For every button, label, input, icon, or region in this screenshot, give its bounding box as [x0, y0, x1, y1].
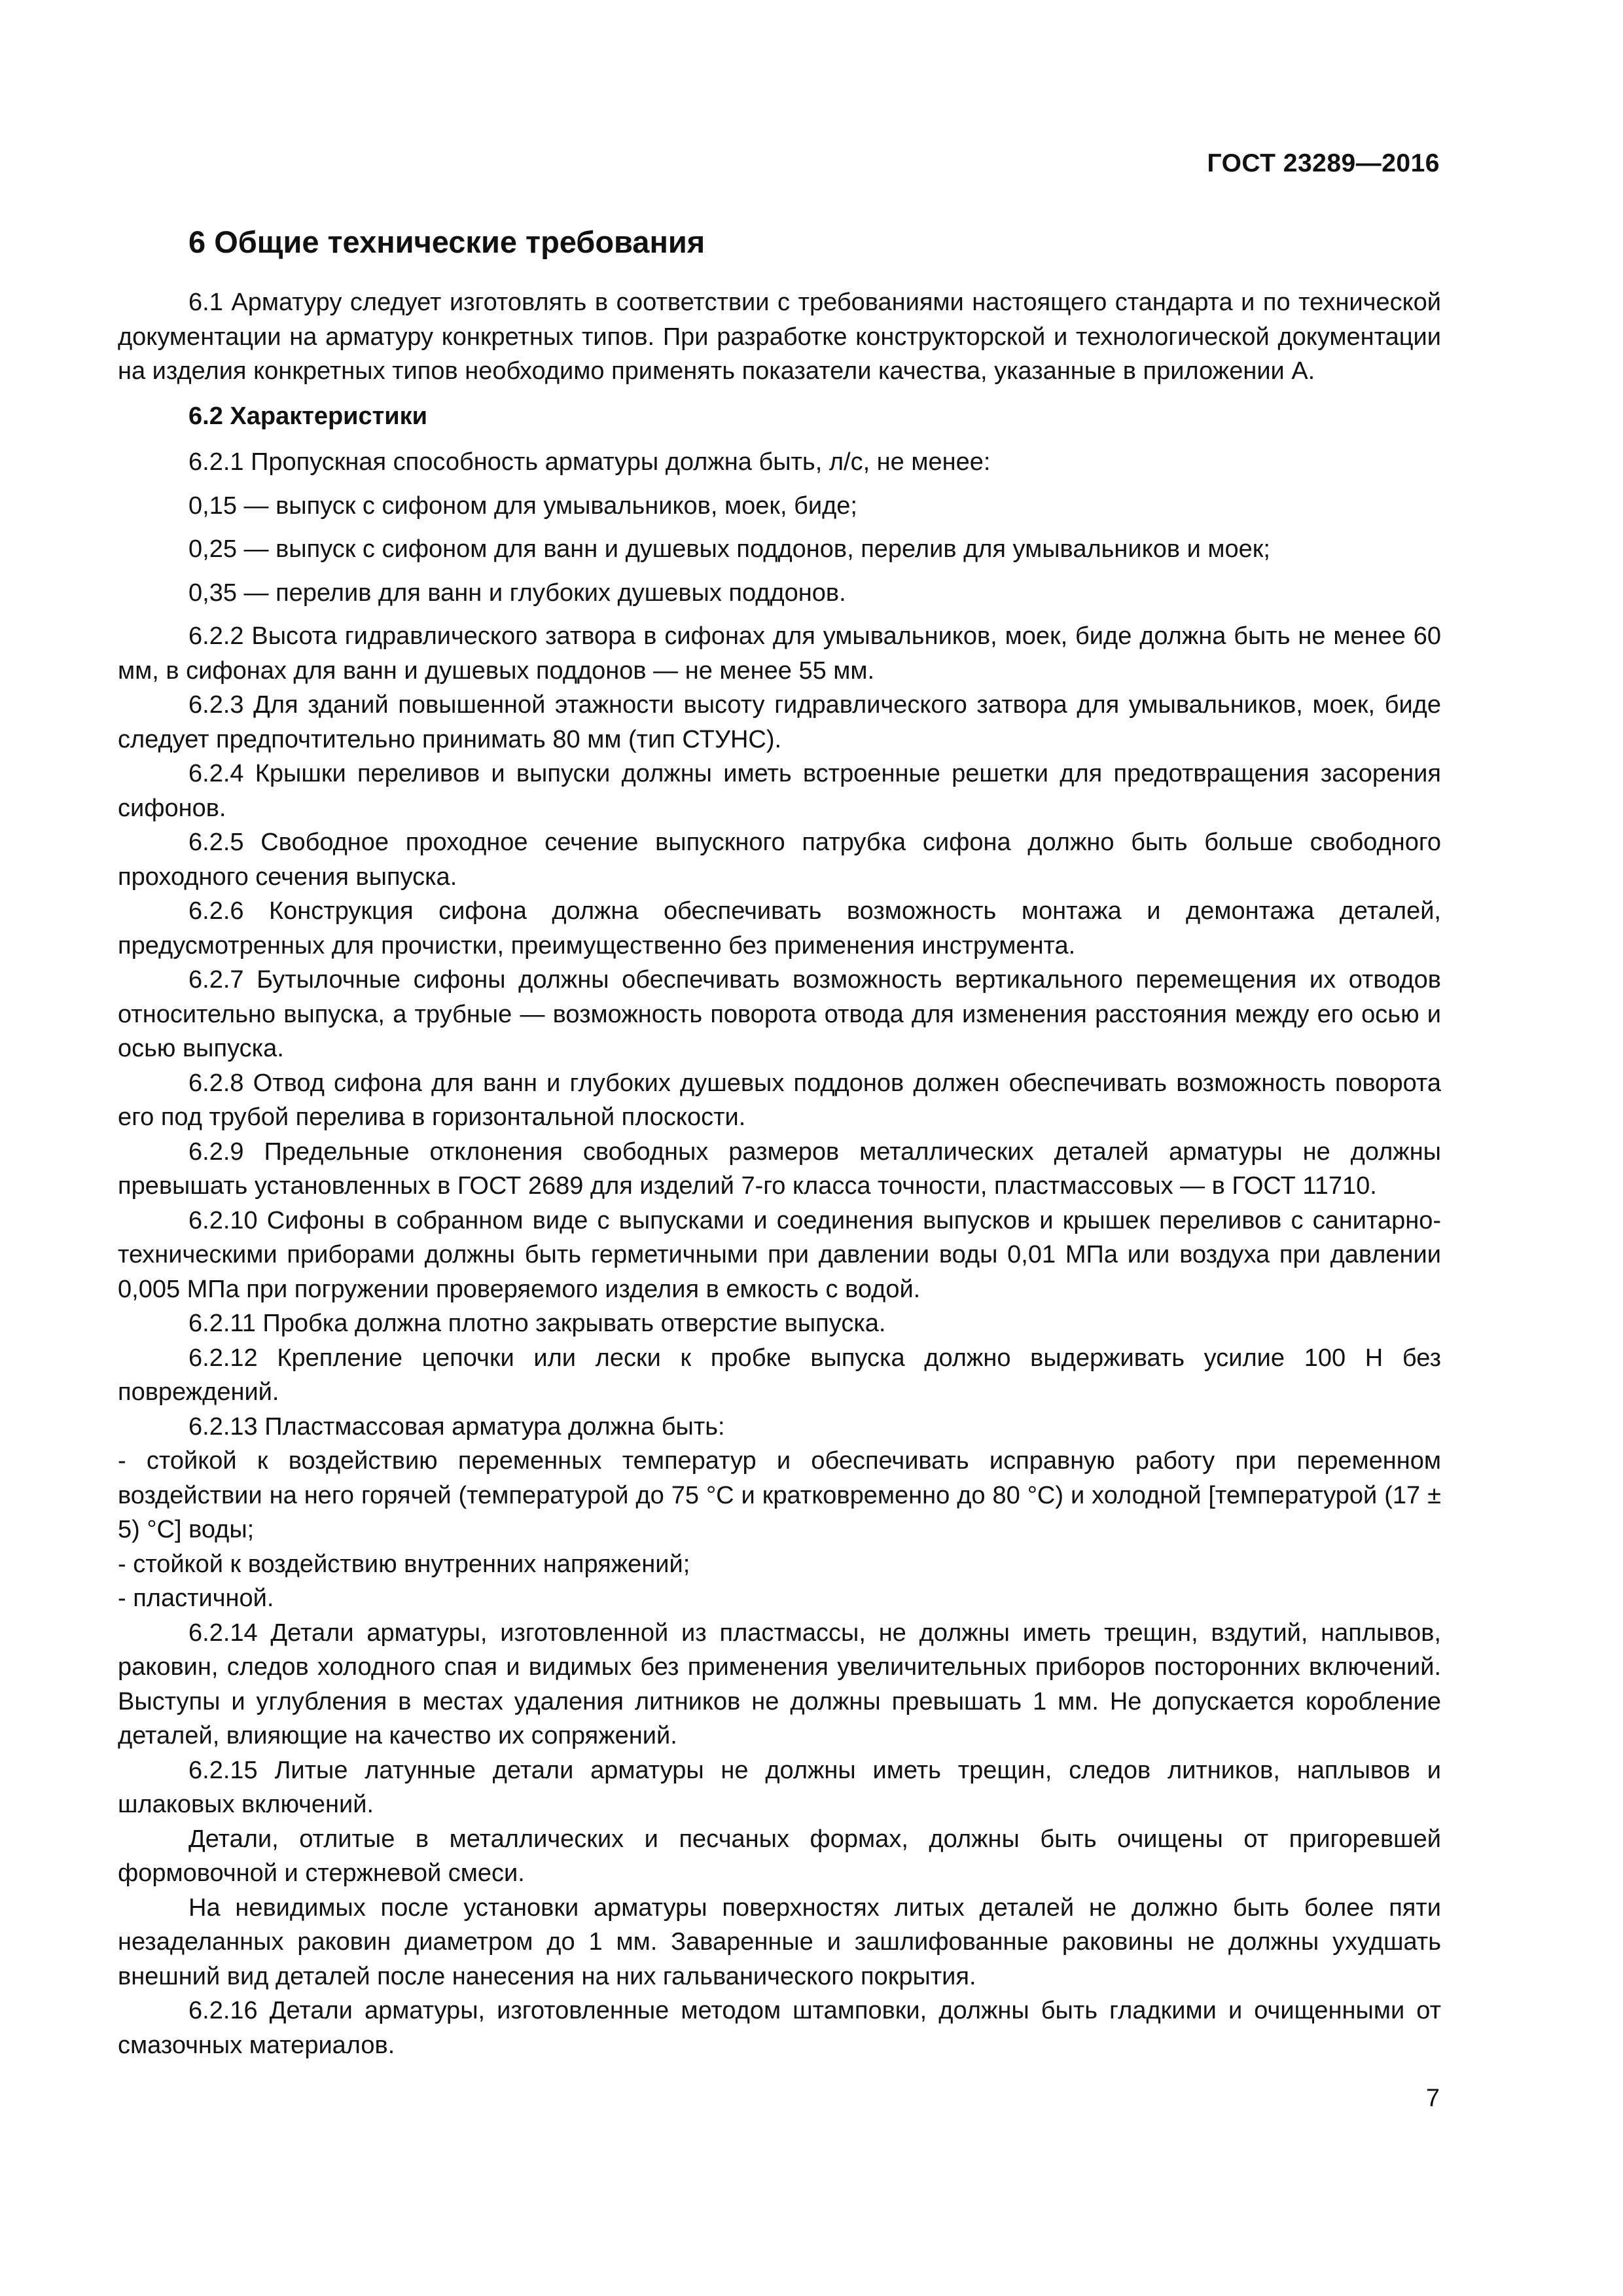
- requirement-dash-item: - стойкой к воздействию переменных температур и обеспечивать исправную работу при переменном воздействии на него горячей (температурой до 75 °С и кратковременно до 80 °С) и холодной [температурой (17 ± 5) °С] воды;: [118, 1447, 1441, 1543]
- paragraph-6-2-1: 6.2.1 Пропускная способность арматуры должна быть, л/с, не менее:: [188, 448, 991, 476]
- paragraph-6-2-11: 6.2.11 Пробка должна плотно закрывать отверстие выпуска.: [188, 1310, 886, 1337]
- requirement-dash-item: - стойкой к воздействию внутренних напряжений;: [118, 1550, 690, 1578]
- paragraph-6-2-8: 6.2.8 Отвод сифона для ванн и глубоких душевых поддонов должен обеспечивать возможность поворота его под трубой перелива в горизонтальной плоскости.: [118, 1069, 1441, 1131]
- document-body: [118, 223, 1441, 2062]
- paragraph-6-2-15-continued: На невидимых после установки арматуры поверхностях литых деталей не должно быть более пяти незаделанных раковин диаметром до 1 мм. Заваренные и зашлифованные раковины не должны ухудшать внешний вид деталей после нанесения на них гальванического покрытия.: [118, 1893, 1441, 1990]
- section-title: 6 Общие технические требования: [188, 224, 705, 259]
- paragraph-6-2-14: 6.2.14 Детали арматуры, изготовленной из пластмассы, не должны иметь трещин, вздутий, наплывов, раковин, следов холодного спая и видимых без применения увеличительных приборов посторонних включений. Выступы и углубления в местах удаления литников не должны превышать 1 мм. Не допускается коробление деталей, влияющие на качество их сопряжений.: [118, 1619, 1441, 1749]
- paragraph-6-2-6: 6.2.6 Конструкция сифона должна обеспечивать возможность монтажа и демонтажа деталей, предусмотренных для прочистки, преимущественно без применения инструмента.: [118, 897, 1441, 960]
- requirement-dash-item: - пластичной.: [118, 1585, 274, 1612]
- paragraph-6-2-5: 6.2.5 Свободное проходное сечение выпускного патрубка сифона должно быть больше свободного проходного сечения выпуска.: [118, 829, 1441, 891]
- paragraph-6-2-12: 6.2.12 Крепление цепочки или лески к пробке выпуска должно выдерживать усилие 100 Н без повреждений.: [118, 1344, 1441, 1406]
- paragraph-6-2-9: 6.2.9 Предельные отклонения свободных размеров металлических деталей арматуры не должны превышать установленных в ГОСТ 2689 для изделий 7-го класса точности, пластмассовых — в ГОСТ 11710.: [118, 1138, 1441, 1200]
- paragraph-6-2-10: 6.2.10 Сифоны в собранном виде с выпусками и соединения выпусков и крышек переливов с санитарно-техническими приборами должны быть герметичными при давлении воды 0,01 МПа или воздуха при давлении 0,005 МПа при погружении проверяемого изделия в емкость с водой.: [118, 1206, 1441, 1303]
- paragraph-6-2-16: 6.2.16 Детали арматуры, изготовленные методом штамповки, должны быть гладкими и очищенными от смазочных материалов.: [118, 1997, 1441, 2059]
- paragraph-6-2-15-continued: Детали, отлитые в металлических и песчаных формах, должны быть очищены от пригоревшей формовочной и стержневой смеси.: [118, 1825, 1441, 1887]
- paragraph-6-1: 6.1 Арматуру следует изготовлять в соответствии с требованиями настоящего стандарта и по технической документации на арматуру конкретных типов. При разработке конструкторской и технологической документации на изделия конкретных типов необходимо применять показатели качества, указанные в приложении А.: [118, 289, 1441, 385]
- paragraph-6-2-15: 6.2.15 Литые латунные детали арматуры не должны иметь трещин, следов литников, наплывов и шлаковых включений.: [118, 1756, 1441, 1818]
- paragraph-6-2-2: 6.2.2 Высота гидравлического затвора в сифонах для умывальников, моек, биде должна быть не менее 60 мм, в сифонах для ванн и душевых поддонов — не менее 55 мм.: [118, 622, 1441, 685]
- capacity-list-item: 0,15 — выпуск с сифоном для умывальников, моек, биде;: [188, 492, 857, 520]
- paragraph-6-2-7: 6.2.7 Бутылочные сифоны должны обеспечивать возможность вертикального перемещения их отводов относительно выпуска, а трубные — возможность поворота отвода для изменения расстояния между его осью и осью выпуска.: [118, 966, 1441, 1062]
- document-code-header: ГОСТ 23289—2016: [1207, 149, 1440, 177]
- paragraph-6-2-13: 6.2.13 Пластмассовая арматура должна быть:: [188, 1412, 725, 1441]
- page-number: 7: [1425, 2085, 1440, 2112]
- capacity-list-item: 0,35 — перелив для ванн и глубоких душевых поддонов.: [188, 579, 846, 607]
- capacity-list-item: 0,25 — выпуск с сифоном для ванн и душевых поддонов, перелив для умывальников и моек;: [188, 535, 1270, 563]
- paragraph-6-2-4: 6.2.4 Крышки переливов и выпуски должны иметь встроенные решетки для предотвращения засорения сифонов.: [118, 760, 1441, 822]
- subsection-heading-6-2: 6.2 Характеристики: [188, 402, 428, 430]
- paragraph-6-2-3: 6.2.3 Для зданий повышенной этажности высоту гидравлического затвора для умывальников, моек, биде следует предпочтительно принимать 80 мм (тип СТУНС).: [118, 691, 1441, 753]
